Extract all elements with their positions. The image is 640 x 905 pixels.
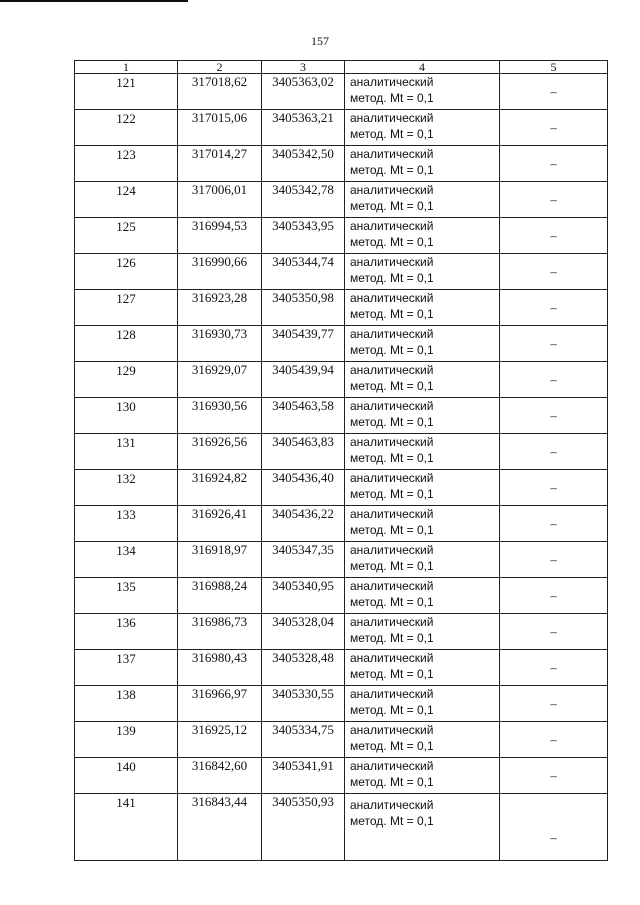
dash-cell <box>500 614 608 650</box>
dash-mark: – <box>550 587 557 603</box>
point-number-cell: 128 <box>75 326 178 362</box>
point-number-cell: 129 <box>75 362 178 398</box>
point-number-cell: 139 <box>75 722 178 758</box>
table-row <box>75 650 608 686</box>
method-line-2: метод. Mt = 0,1 <box>350 307 434 321</box>
method-line-1: аналитический <box>350 111 434 125</box>
dash-mark: – <box>550 659 557 675</box>
x-coordinate-cell: 316988,24 <box>178 578 262 614</box>
point-number-cell: 134 <box>75 542 178 578</box>
dash-cell <box>500 794 608 861</box>
method-line-1: аналитический <box>350 75 434 89</box>
dash-mark: – <box>550 191 557 207</box>
method-line-1: аналитический <box>350 255 434 269</box>
method-line-1: аналитический <box>350 291 434 305</box>
point-number-cell: 140 <box>75 758 178 794</box>
x-coordinate-cell: 317015,06 <box>178 110 262 146</box>
point-number-cell: 132 <box>75 470 178 506</box>
method-line-2: метод. Mt = 0,1 <box>350 739 434 753</box>
dash-mark: – <box>550 335 557 351</box>
x-coordinate-cell: 316986,73 <box>178 614 262 650</box>
point-number-cell: 131 <box>75 434 178 470</box>
method-cell <box>345 722 500 758</box>
point-number-cell: 135 <box>75 578 178 614</box>
method-cell <box>345 110 500 146</box>
table-row <box>75 686 608 722</box>
y-coordinate-cell: 3405340,95 <box>262 578 345 614</box>
table-body <box>75 74 608 861</box>
method-cell <box>345 470 500 506</box>
method-line-1: аналитический <box>350 798 434 812</box>
table-row <box>75 74 608 110</box>
method-line-2: метод. Mt = 0,1 <box>350 379 434 393</box>
dash-cell <box>500 470 608 506</box>
x-coordinate-cell: 316930,73 <box>178 326 262 362</box>
dash-cell <box>500 542 608 578</box>
method-cell <box>345 146 500 182</box>
point-number-cell: 127 <box>75 290 178 326</box>
method-cell <box>345 434 500 470</box>
dash-mark: – <box>550 83 557 99</box>
y-coordinate-cell: 3405436,40 <box>262 470 345 506</box>
dash-mark: – <box>550 731 557 747</box>
method-cell <box>345 398 500 434</box>
dash-cell <box>500 758 608 794</box>
method-line-2: метод. Mt = 0,1 <box>350 163 434 177</box>
method-line-2: метод. Mt = 0,1 <box>350 91 434 105</box>
x-coordinate-cell: 316990,66 <box>178 254 262 290</box>
method-line-2: метод. Mt = 0,1 <box>350 814 434 828</box>
dash-mark: – <box>550 155 557 171</box>
method-cell <box>345 218 500 254</box>
dash-cell <box>500 290 608 326</box>
method-line-1: аналитический <box>350 615 434 629</box>
point-number-cell: 125 <box>75 218 178 254</box>
x-coordinate-cell: 316918,97 <box>178 542 262 578</box>
x-coordinate-cell: 316924,82 <box>178 470 262 506</box>
method-line-1: аналитический <box>350 687 434 701</box>
method-line-2: метод. Mt = 0,1 <box>350 415 434 429</box>
method-line-2: метод. Mt = 0,1 <box>350 127 434 141</box>
coordinates-table <box>74 60 608 861</box>
method-line-1: аналитический <box>350 183 434 197</box>
dash-mark: – <box>550 767 557 783</box>
method-cell <box>345 254 500 290</box>
dash-cell <box>500 578 608 614</box>
dash-mark: – <box>550 371 557 387</box>
y-coordinate-cell: 3405344,74 <box>262 254 345 290</box>
y-coordinate-cell: 3405439,94 <box>262 362 345 398</box>
method-cell <box>345 614 500 650</box>
y-coordinate-cell: 3405342,78 <box>262 182 345 218</box>
x-coordinate-cell: 316925,12 <box>178 722 262 758</box>
dash-cell <box>500 146 608 182</box>
page-number: 157 <box>311 34 329 48</box>
header-col-4: 4 <box>345 61 500 74</box>
dash-mark: – <box>550 299 557 315</box>
x-coordinate-cell: 317014,27 <box>178 146 262 182</box>
y-coordinate-cell: 3405347,35 <box>262 542 345 578</box>
table-row <box>75 182 608 218</box>
dash-mark: – <box>550 515 557 531</box>
method-line-2: метод. Mt = 0,1 <box>350 523 434 537</box>
table-row <box>75 254 608 290</box>
method-line-1: аналитический <box>350 147 434 161</box>
method-line-1: аналитический <box>350 219 434 233</box>
method-line-1: аналитический <box>350 579 434 593</box>
point-number-cell: 130 <box>75 398 178 434</box>
y-coordinate-cell: 3405342,50 <box>262 146 345 182</box>
table-row <box>75 398 608 434</box>
header-col-3: 3 <box>262 61 345 74</box>
method-cell <box>345 794 500 861</box>
method-line-2: метод. Mt = 0,1 <box>350 667 434 681</box>
method-line-2: метод. Mt = 0,1 <box>350 451 434 465</box>
dash-mark: – <box>550 479 557 495</box>
method-line-2: метод. Mt = 0,1 <box>350 775 434 789</box>
y-coordinate-cell: 3405334,75 <box>262 722 345 758</box>
method-cell <box>345 650 500 686</box>
x-coordinate-cell: 317018,62 <box>178 74 262 110</box>
header-col-1: 1 <box>75 61 178 74</box>
table-row <box>75 110 608 146</box>
top-left-rule <box>0 0 188 2</box>
method-cell <box>345 506 500 542</box>
y-coordinate-cell: 3405436,22 <box>262 506 345 542</box>
point-number-cell: 136 <box>75 614 178 650</box>
dash-cell <box>500 686 608 722</box>
table-row <box>75 722 608 758</box>
method-line-2: метод. Mt = 0,1 <box>350 199 434 213</box>
table-row <box>75 434 608 470</box>
dash-cell <box>500 254 608 290</box>
dash-mark: – <box>550 407 557 423</box>
point-number-cell: 124 <box>75 182 178 218</box>
dash-cell <box>500 722 608 758</box>
table-row <box>75 614 608 650</box>
header-row <box>75 61 608 74</box>
dash-cell <box>500 506 608 542</box>
x-coordinate-cell: 316980,43 <box>178 650 262 686</box>
method-line-2: метод. Mt = 0,1 <box>350 343 434 357</box>
method-line-2: метод. Mt = 0,1 <box>350 631 434 645</box>
x-coordinate-cell: 316930,56 <box>178 398 262 434</box>
method-cell <box>345 686 500 722</box>
method-cell <box>345 290 500 326</box>
dash-mark: – <box>550 623 557 639</box>
dash-mark: – <box>550 551 557 567</box>
point-number-cell: 137 <box>75 650 178 686</box>
table-row <box>75 146 608 182</box>
method-line-1: аналитический <box>350 507 434 521</box>
method-cell <box>345 758 500 794</box>
point-number-cell: 133 <box>75 506 178 542</box>
dash-cell <box>500 74 608 110</box>
dash-cell <box>500 362 608 398</box>
dash-cell <box>500 398 608 434</box>
y-coordinate-cell: 3405330,55 <box>262 686 345 722</box>
x-coordinate-cell: 317006,01 <box>178 182 262 218</box>
x-coordinate-cell: 316843,44 <box>178 794 262 861</box>
y-coordinate-cell: 3405463,83 <box>262 434 345 470</box>
point-number-cell: 138 <box>75 686 178 722</box>
method-cell <box>345 182 500 218</box>
method-line-2: метод. Mt = 0,1 <box>350 487 434 501</box>
y-coordinate-cell: 3405439,77 <box>262 326 345 362</box>
y-coordinate-cell: 3405363,21 <box>262 110 345 146</box>
table-row <box>75 362 608 398</box>
y-coordinate-cell: 3405350,93 <box>262 794 345 861</box>
method-line-1: аналитический <box>350 471 434 485</box>
dash-cell <box>500 650 608 686</box>
x-coordinate-cell: 316842,60 <box>178 758 262 794</box>
dash-mark: – <box>550 443 557 459</box>
y-coordinate-cell: 3405350,98 <box>262 290 345 326</box>
method-line-1: аналитический <box>350 435 434 449</box>
method-cell <box>345 74 500 110</box>
method-line-2: метод. Mt = 0,1 <box>350 271 434 285</box>
method-line-1: аналитический <box>350 399 434 413</box>
method-line-1: аналитический <box>350 363 434 377</box>
dash-cell <box>500 434 608 470</box>
dash-mark: – <box>550 227 557 243</box>
dash-mark: – <box>550 119 557 135</box>
y-coordinate-cell: 3405463,58 <box>262 398 345 434</box>
table-row <box>75 758 608 794</box>
method-cell <box>345 326 500 362</box>
table-row <box>75 218 608 254</box>
method-line-2: метод. Mt = 0,1 <box>350 595 434 609</box>
header-col-5: 5 <box>500 61 608 74</box>
dash-mark: – <box>550 695 557 711</box>
x-coordinate-cell: 316923,28 <box>178 290 262 326</box>
method-cell <box>345 362 500 398</box>
method-line-2: метод. Mt = 0,1 <box>350 235 434 249</box>
point-number-cell: 141 <box>75 794 178 861</box>
y-coordinate-cell: 3405341,91 <box>262 758 345 794</box>
y-coordinate-cell: 3405328,48 <box>262 650 345 686</box>
dash-cell <box>500 182 608 218</box>
method-line-2: метод. Mt = 0,1 <box>350 559 434 573</box>
x-coordinate-cell: 316994,53 <box>178 218 262 254</box>
method-line-1: аналитический <box>350 723 434 737</box>
y-coordinate-cell: 3405343,95 <box>262 218 345 254</box>
method-line-1: аналитический <box>350 759 434 773</box>
table-row <box>75 794 608 861</box>
table-row <box>75 326 608 362</box>
y-coordinate-cell: 3405328,04 <box>262 614 345 650</box>
table-row <box>75 470 608 506</box>
point-number-cell: 126 <box>75 254 178 290</box>
method-cell <box>345 578 500 614</box>
table-header <box>75 61 608 74</box>
y-coordinate-cell: 3405363,02 <box>262 74 345 110</box>
method-line-1: аналитический <box>350 543 434 557</box>
method-line-1: аналитический <box>350 651 434 665</box>
x-coordinate-cell: 316926,56 <box>178 434 262 470</box>
method-cell <box>345 542 500 578</box>
table-row <box>75 290 608 326</box>
x-coordinate-cell: 316929,07 <box>178 362 262 398</box>
point-number-cell: 121 <box>75 74 178 110</box>
dash-cell <box>500 110 608 146</box>
point-number-cell: 123 <box>75 146 178 182</box>
table-row <box>75 506 608 542</box>
dash-cell <box>500 218 608 254</box>
method-line-1: аналитический <box>350 327 434 341</box>
x-coordinate-cell: 316966,97 <box>178 686 262 722</box>
dash-cell <box>500 326 608 362</box>
point-number-cell: 122 <box>75 110 178 146</box>
dash-mark: – <box>550 263 557 279</box>
table-row <box>75 578 608 614</box>
x-coordinate-cell: 316926,41 <box>178 506 262 542</box>
method-line-2: метод. Mt = 0,1 <box>350 703 434 717</box>
header-col-2: 2 <box>178 61 262 74</box>
dash-mark: – <box>550 830 557 845</box>
table-row <box>75 542 608 578</box>
